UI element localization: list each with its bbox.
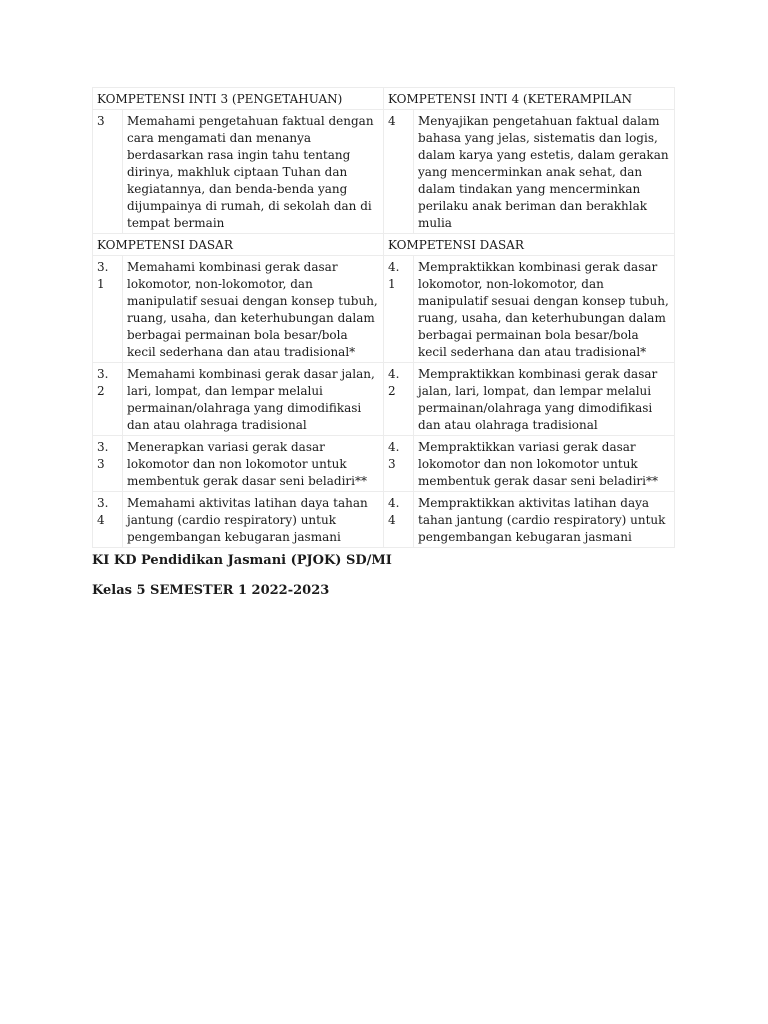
kd-row — [93, 436, 675, 492]
ki3-header: KOMPETENSI INTI 3 (PENGETAHUAN) — [93, 88, 384, 110]
kd4-number: 4. 2 — [384, 363, 414, 436]
kd3-text: Memahami kombinasi gerak dasar jalan, lari, lompat, dan lempar melalui permainan/olahraga yang dimodifikasi dan atau olahraga tradisional — [123, 363, 384, 436]
kd3-number: 3. 4 — [93, 492, 123, 548]
kd-header-row — [93, 234, 675, 256]
kd4-number: 4. 1 — [384, 256, 414, 363]
kd3-text: Menerapkan variasi gerak dasar lokomotor dan non lokomotor untuk membentuk gerak dasar seni beladiri** — [123, 436, 384, 492]
ki3-text: Memahami pengetahuan faktual dengan cara mengamati dan menanya berdasarkan rasa ingin tahu tentang dirinya, makhluk ciptaan Tuhan dan kegiatannya, dan benda-benda yang dijumpainya di rumah, di sekolah dan di tempat bermain — [123, 110, 384, 234]
kd-row — [93, 492, 675, 548]
kd4-text: Mempraktikkan kombinasi gerak dasar lokomotor, non-lokomotor, dan manipulatif sesuai dengan konsep tubuh, ruang, usaha, dan keterhubungan dalam berbagai permainan bola besar/bola kecil sederhana dan atau tradisional* — [414, 256, 675, 363]
kd-row — [93, 363, 675, 436]
kd4-text: Mempraktikkan aktivitas latihan daya tahan jantung (cardio respiratory) untuk pengembangan kebugaran jasmani — [414, 492, 675, 548]
kd4-header: KOMPETENSI DASAR — [384, 234, 675, 256]
subject-title: KI KD Pendidikan Jasmani (PJOK) SD/MI — [92, 553, 392, 568]
ki4-header: KOMPETENSI INTI 4 (KETERAMPILAN — [384, 88, 675, 110]
kd3-number: 3. 1 — [93, 256, 123, 363]
ki-content-row — [93, 110, 675, 234]
kd3-text: Memahami kombinasi gerak dasar lokomotor, non-lokomotor, dan manipulatif sesuai dengan konsep tubuh, ruang, usaha, dan keterhubungan dalam berbagai permainan bola besar/bola kecil sederhana dan atau tradisional* — [123, 256, 384, 363]
class-semester: Kelas 5 SEMESTER 1 2022-2023 — [92, 583, 330, 598]
kd4-text: Mempraktikkan kombinasi gerak dasar jalan, lari, lompat, dan lempar melalui permainan/olahraga yang dimodifikasi dan atau olahraga tradisional — [414, 363, 675, 436]
document-footer — [92, 552, 674, 600]
kd4-text: Mempraktikkan variasi gerak dasar lokomotor dan non lokomotor untuk membentuk gerak dasar seni beladiri** — [414, 436, 675, 492]
ki4-text: Menyajikan pengetahuan faktual dalam bahasa yang jelas, sistematis dan logis, dalam karya yang estetis, dalam gerakan yang mencerminkan anak sehat, dan dalam tindakan yang mencerminkan perilaku anak beriman dan berakhlak mulia — [414, 110, 675, 234]
document-page — [92, 87, 674, 612]
ki-kd-table — [92, 87, 675, 548]
kd4-number: 4. 4 — [384, 492, 414, 548]
kd3-number: 3. 3 — [93, 436, 123, 492]
ki4-number: 4 — [384, 110, 414, 234]
kd3-number: 3. 2 — [93, 363, 123, 436]
ki3-number: 3 — [93, 110, 123, 234]
kd3-text: Memahami aktivitas latihan daya tahan jantung (cardio respiratory) untuk pengembangan kebugaran jasmani — [123, 492, 384, 548]
kd3-header: KOMPETENSI DASAR — [93, 234, 384, 256]
kd-row — [93, 256, 675, 363]
kd4-number: 4. 3 — [384, 436, 414, 492]
ki-header-row — [93, 88, 675, 110]
